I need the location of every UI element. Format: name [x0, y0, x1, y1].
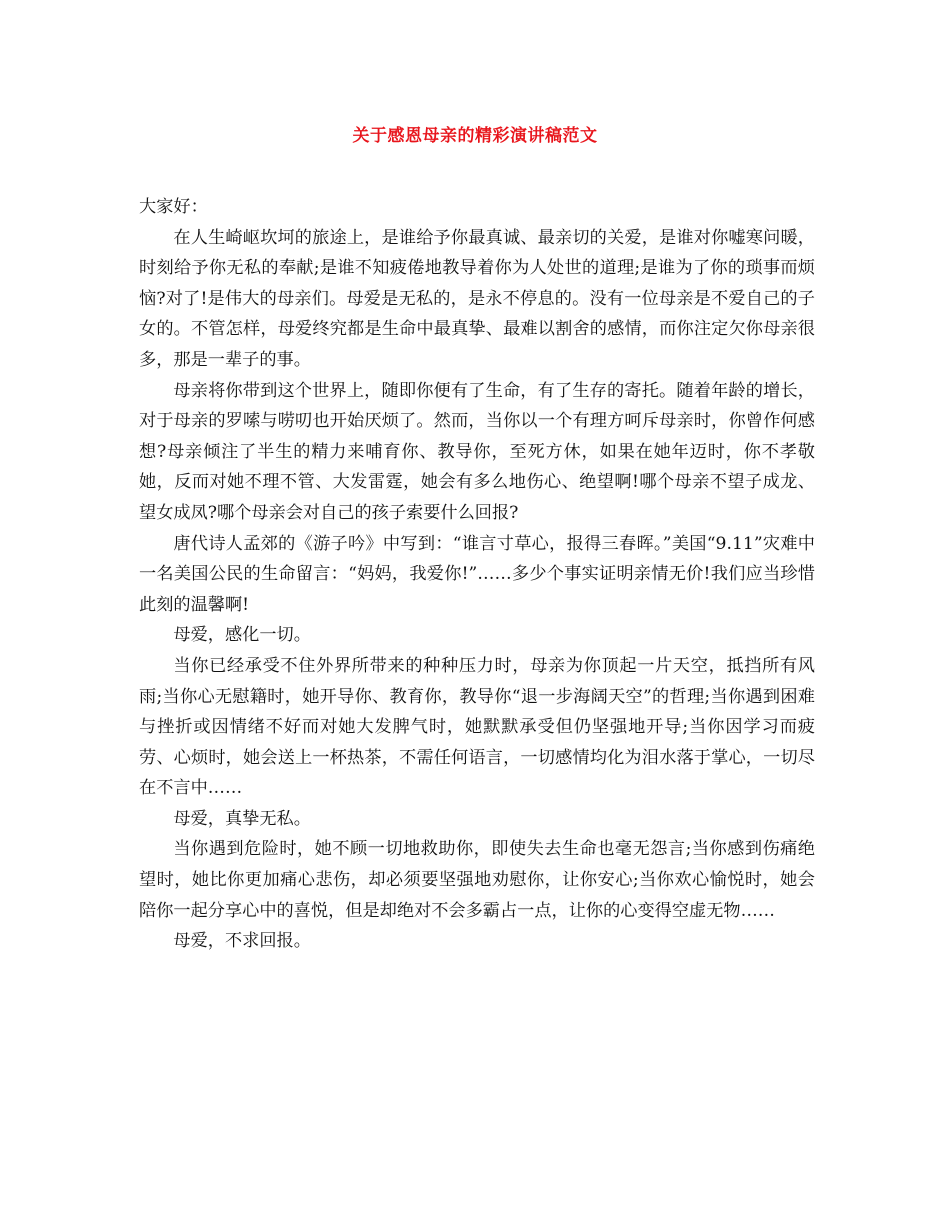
paragraph-3: 唐代诗人孟郊的《游子吟》中写到：“谁言寸草心，报得三春晖。”美国“9.11”灾难中一名美国公民的生命留言：“妈妈，我爱你!”……多少个事实证明亲情无价!我们应当珍惜此刻的温馨啊!: [139, 533, 815, 615]
section-heading-2: 母爱，真挚无私。: [173, 808, 311, 829]
paragraph-4: 当你已经承受不住外界所带来的种种压力时，母亲为你顶起一片天空，抵挡所有风雨;当你心无慰籍时，她开导你、教育你，教导你“退一步海阔天空”的哲理;当你遇到困难与挫折或因情绪不好而对她大发脾气时，她默默承受但仍坚强地开导;当你因学习而疲劳、心烦时，她会送上一杯热茶，不需任何语言，一切感情均化为泪水落于掌心，一切尽在不言中……: [139, 655, 815, 799]
section-heading-3: 母爱，不求回报。: [173, 931, 311, 952]
paragraph-2: 母亲将你带到这个世界上，随即你便有了生命，有了生存的寄托。随着年龄的增长，对于母亲的罗嗦与唠叨也开始厌烦了。然而，当你以一个有理方呵斥母亲时，你曾作何感想?母亲倾注了半生的精力来哺育你、教导你，至死方休，如果在她年迈时，你不孝敬她，反而对她不理不管、大发雷霆，她会有多么地伤心、绝望啊!哪个母亲不望子成龙、望女成凤?哪个母亲会对自己的孩子索要什么回报?: [139, 380, 815, 523]
document-body: [139, 192, 815, 957]
greeting: 大家好：: [139, 197, 208, 217]
document-title: 关于感恩母亲的精彩演讲稿范文: [352, 126, 598, 146]
paragraph-1: 在人生崎岖坎坷的旅途上，是谁给予你最真诚、最亲切的关爱，是谁对你嘘寒问暖，时刻给予你无私的奉献;是谁不知疲倦地教导着你为人处世的道理;是谁为了你的琐事而烦恼?对了!是伟大的母亲们。母爱是无私的，是永不停息的。没有一位母亲是不爱自己的子女的。不管怎样，母爱终究都是生命中最真挚、最难以割舍的感情，而你注定欠你母亲很多，那是一辈子的事。: [139, 227, 815, 370]
paragraph-5: 当你遇到危险时，她不顾一切地救助你，即使失去生命也毫无怨言;当你感到伤痛绝望时，她比你更加痛心悲伤，却必须要坚强地劝慰你，让你安心;当你欢心愉悦时，她会陪你一起分享心中的喜悦，但是却绝对不会多霸占一点，让你的心变得空虚无物……: [139, 839, 815, 921]
section-heading-1: 母爱，感化一切。: [173, 625, 311, 646]
